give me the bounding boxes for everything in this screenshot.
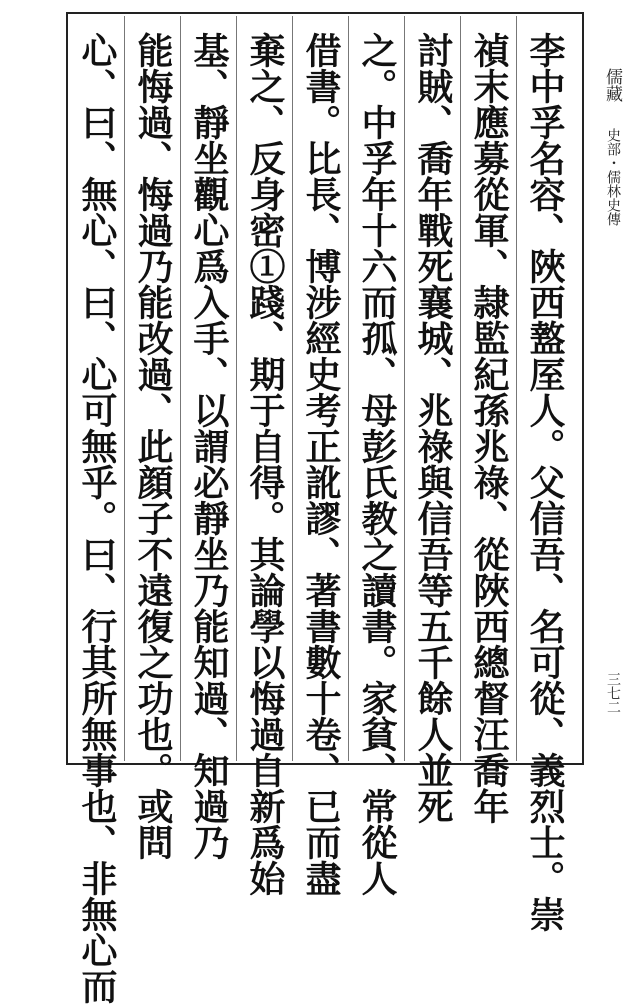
text-column-9: 心、曰、無心、曰、心可無乎。曰、行其所無事也、非無心而 (76, 32, 118, 1004)
text-column-3: 討賊、喬年戰死襄城、兆祿與信吾等五千餘人並死 (412, 32, 454, 824)
text-column-7: 基、靜坐觀心爲入手、以謂必靜坐乃能知過、知過乃 (188, 32, 230, 860)
column-rule (124, 16, 125, 761)
column-rule (180, 16, 181, 761)
book-title: 儒藏 (602, 68, 622, 102)
text-column-5: 借書。比長、博涉經史考正訛謬、著書數十卷、已而盡 (300, 32, 342, 896)
text-column-1: 李中孚名容、陜西盩厔人。父信吾、名可從、義烈士。崇 (524, 32, 566, 932)
column-rule (460, 16, 461, 761)
page-frame (66, 12, 584, 1004)
section-title: 史部・儒林史傳 (605, 128, 621, 226)
page-number: 三七二 (605, 672, 621, 714)
column-rule (236, 16, 237, 761)
column-rule (348, 16, 349, 761)
text-column-4: 之。中孚年十六而孤、母彭氏教之讀書。家貧、常從人 (356, 32, 398, 896)
text-column-6: 棄之、反身密①踐、期于自得。其論學以悔過自新爲始 (244, 32, 286, 896)
column-rule (404, 16, 405, 761)
text-column-2: 禎末應募從軍、隷監紀孫兆祿、從陜西總督汪喬年 (468, 32, 510, 824)
column-rule (292, 16, 293, 761)
text-column-8: 能悔過、悔過乃能改過、此顔子不遠復之功也。或問 (132, 32, 174, 860)
column-rule (516, 16, 517, 761)
